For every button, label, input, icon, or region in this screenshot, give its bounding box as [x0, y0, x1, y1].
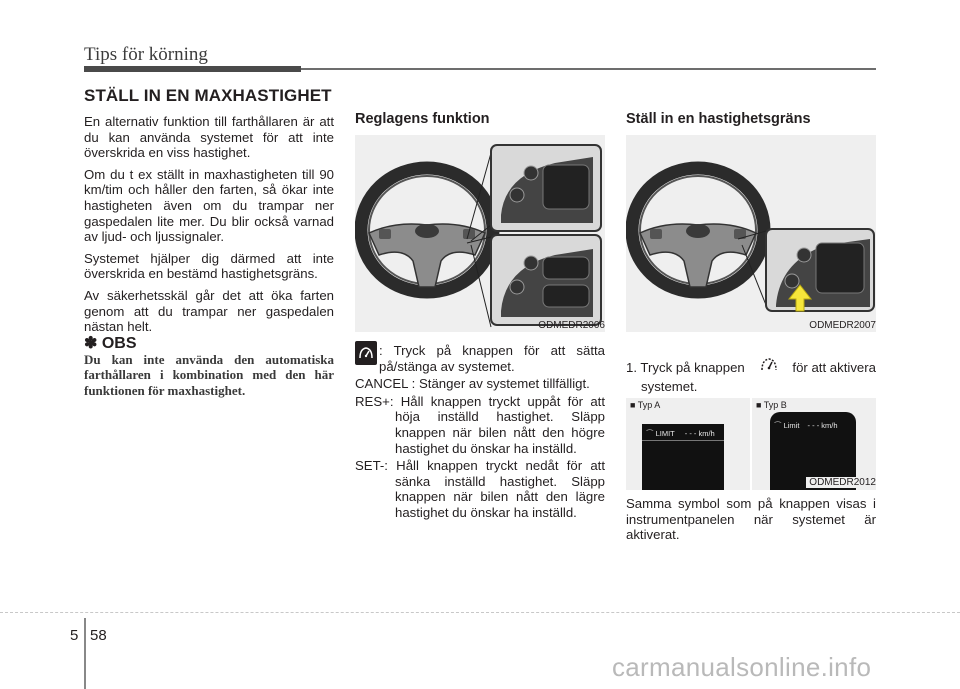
cluster-display-figure — [626, 398, 876, 490]
speed-limit-icon — [758, 354, 780, 376]
limit-icon: ⌒ — [646, 429, 654, 438]
list-key: : — [379, 343, 383, 358]
type-a-label: ■ Typ A — [630, 400, 661, 410]
limit-value: - - - km/h — [807, 421, 838, 430]
divider — [750, 398, 752, 490]
type-b-label: ■ Typ B — [756, 400, 787, 410]
set-limit-heading: Ställ in en hastighetsgräns — [626, 111, 811, 127]
list-text: Håll knappen tryckt uppåt för att höja inställd hastighet. Släpp knappen när bilen nått den högre hastighet du önskar ha inställd. — [395, 393, 605, 456]
paragraph: Om du t ex ställt in maxhastigheten till 90 km/tim och håller den farten, så ökar inte hastigheten även om du trampar ner gaspedalen lite mer. Du blir också varnad av ljud- och ljussignaler. — [84, 166, 334, 245]
type-a-display — [642, 424, 724, 490]
watermark: carmanualsonline.info — [612, 652, 872, 682]
limit-icon: ⌒ — [774, 421, 782, 430]
step-text: 1. Tryck på knappen — [626, 360, 745, 376]
step-text: systemet. — [641, 379, 698, 394]
obs-title: ✽ OBS — [84, 335, 137, 352]
footer-dashed-rule — [0, 612, 960, 613]
footer-divider — [84, 618, 86, 689]
left-column — [84, 114, 334, 341]
controls-heading: Reglagens funktion — [355, 111, 490, 127]
step-text: för att aktivera — [792, 360, 876, 376]
header-rule-dark — [84, 66, 301, 72]
page-number: 58 — [90, 627, 107, 644]
steering-wheel-figure-2 — [626, 135, 876, 332]
paragraph: Systemet hjälper dig därmed att inte överskrida en bestämd hastighetsgräns. — [84, 250, 334, 282]
figure-caption: ODMEDR2006 — [538, 320, 605, 331]
list-text: Tryck på knappen för att sätta på/stänga av systemet. — [379, 343, 605, 374]
list-item — [355, 394, 605, 456]
figure-caption: ODMEDR2007 — [809, 320, 876, 331]
list-key: CANCEL : — [355, 376, 416, 392]
steering-wheel-illustration — [626, 135, 876, 332]
list-item — [355, 376, 605, 392]
steering-wheel-figure — [355, 135, 605, 332]
list-key: RES+: — [355, 393, 394, 409]
controls-list — [355, 343, 605, 521]
list-text: Håll knappen tryckt nedåt för att sänka inställd hastighet. Släpp knappen när bilen nått den lägre hastighet du önskar ha inställd. — [395, 458, 605, 520]
chapter-number: 5 — [70, 627, 79, 644]
paragraph: Av säkerhetsskäl går det att öka farten genom att du trampar ner gaspedalen nästan helt. — [84, 287, 334, 335]
limit-label: Limit — [783, 421, 800, 430]
section-title: STÄLL IN EN MAXHASTIGHET — [84, 86, 332, 105]
speed-limit-icon — [355, 341, 377, 365]
display-note: Samma symbol som på knappen visas i instrumentpanelen när systemet är aktiverat. — [626, 496, 876, 543]
header-rule-light — [301, 68, 876, 70]
list-key: SET-: — [355, 458, 388, 474]
step-1 — [626, 357, 876, 395]
steering-wheel-illustration — [355, 135, 605, 332]
paragraph: En alternativ funktion till farthållaren är att du kan använda systemet för att inte överskrida en viss hastighet. — [84, 114, 334, 161]
running-header: Tips för körning — [84, 44, 208, 65]
list-text: Stänger av systemet tillfälligt. — [419, 376, 590, 392]
limit-value: - - - km/h — [684, 429, 715, 438]
limit-label: LIMIT — [655, 429, 675, 438]
list-item — [355, 343, 605, 374]
obs-body: Du kan inte använda den automatiska farthållaren i kombination med den här funktionen för maxhastighet. — [84, 352, 334, 398]
list-item — [355, 458, 605, 520]
figure-caption: ODMEDR2012 — [806, 477, 876, 488]
